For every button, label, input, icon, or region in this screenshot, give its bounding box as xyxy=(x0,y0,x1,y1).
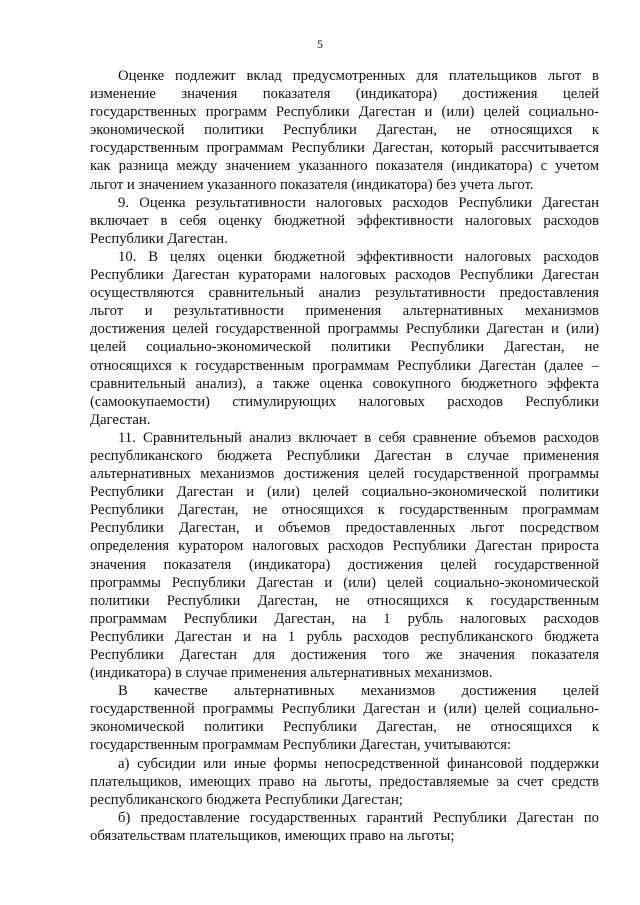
text-line: республиканского бюджета Республики Дагестан в случае применения xyxy=(90,447,599,464)
paragraph-alternatives-intro xyxy=(90,682,599,754)
text-line: Республики Дагестан, и объемов предоставленных льгот посредством xyxy=(90,520,599,537)
text-line: программы Республики Дагестан и (или) целей социально-экономической xyxy=(90,574,599,591)
text-line: включает в себя оценку бюджетной эффективности налоговых расходов xyxy=(90,212,599,229)
text-line: Республики Дагестан кураторами налоговых расходов Республики Дагестан xyxy=(90,267,599,284)
text-line: определения куратором налоговых расходов Республики Дагестан прироста xyxy=(90,538,599,555)
text-line: экономической политики Республики Дагестан, не относящихся к xyxy=(90,719,599,736)
text-line: Республики Дагестан, не относящихся к государственным программам xyxy=(90,502,599,519)
text-line: (самоокупаемости) стимулирующих налоговых расходов Республики xyxy=(90,393,599,410)
text-line: Оценке подлежит вклад предусмотренных для плательщиков льгот в xyxy=(118,68,599,84)
text-line: обязательствам плательщиков, имеющих право на льготы; xyxy=(90,827,455,844)
text-line: политики Республики Дагестан, не относящихся к государственным xyxy=(90,592,599,609)
text-line: изменение значения показателя (индикатора) достижения целей xyxy=(90,86,599,103)
text-line: Дагестан. xyxy=(90,411,151,428)
text-line: альтернативных механизмов достижения целей государственной программы xyxy=(90,466,599,483)
page-number: 5 xyxy=(317,37,323,51)
text-line: экономической политики Республики Дагестан, не относящихся к xyxy=(90,122,599,139)
text-line: а) субсидии или иные формы непосредственной финансовой поддержки xyxy=(118,755,599,772)
text-line: сравнительный анализ), а также оценка совокупного бюджетного эффекта xyxy=(90,375,599,392)
document-body xyxy=(90,67,599,845)
paragraph-item-10 xyxy=(90,248,599,429)
paragraph-option-a xyxy=(90,755,599,809)
text-line: целей социально-экономической политики Республики Дагестан, не xyxy=(90,339,599,356)
text-line: республиканского бюджета Республики Дагестан; xyxy=(90,791,403,808)
text-line: В качестве альтернативных механизмов достижения целей xyxy=(118,683,599,700)
text-line: льгот и значением указанного показателя (индикатора) без учета льгот. xyxy=(90,176,534,193)
text-line: (индикатора) в случае применения альтернативных механизмов. xyxy=(90,665,493,682)
text-line: 11. Сравнительный анализ включает в себя сравнение объемов расходов xyxy=(118,429,599,446)
text-line: государственной программы Республики Дагестан и (или) целей социально- xyxy=(90,701,599,718)
text-line: государственных программ Республики Дагестан и (или) целей социально- xyxy=(90,104,599,121)
paragraph-assessment-contribution xyxy=(90,67,599,194)
text-line: 9. Оценка результативности налоговых расходов Республики Дагестан xyxy=(118,194,599,211)
text-line: программам Республики Дагестан, на 1 рубль налоговых расходов xyxy=(90,610,599,627)
text-line: Республики Дагестан и на 1 рубль расходов республиканского бюджета xyxy=(90,628,599,645)
text-line: осуществляются сравнительный анализ результативности предоставления xyxy=(90,285,599,302)
text-line: Республики Дагестан. xyxy=(90,230,228,247)
text-line: Республики Дагестан и (или) целей социально-экономической политики xyxy=(90,484,599,501)
text-line: б) предоставление государственных гарантий Республики Дагестан по xyxy=(118,809,599,826)
text-line: значения показателя (индикатора) достижения целей государственной xyxy=(90,556,599,573)
text-line: Республики Дагестан для достижения того же значения показателя xyxy=(90,647,599,663)
text-line: как разница между значением указанного показателя (индикатора) с учетом xyxy=(90,158,599,175)
paragraph-option-b xyxy=(90,809,599,845)
text-line: плательщиков, имеющих право на льготы, предоставляемые за счет средств xyxy=(90,773,599,790)
paragraph-item-11 xyxy=(90,429,599,682)
text-line: льгот и результативности применения альтернативных механизмов xyxy=(90,303,599,320)
text-line: 10. В целях оценки бюджетной эффективности налоговых расходов xyxy=(118,248,599,265)
text-line: достижения целей государственной программы Республики Дагестан и (или) xyxy=(90,321,599,338)
text-line: государственным программам Республики Дагестан, который рассчитывается xyxy=(90,140,599,157)
text-line: государственным программам Республики Дагестан, учитываются: xyxy=(90,737,512,754)
text-line: относящихся к государственным программам Республики Дагестан (далее – xyxy=(90,357,599,374)
paragraph-item-9 xyxy=(90,194,599,248)
